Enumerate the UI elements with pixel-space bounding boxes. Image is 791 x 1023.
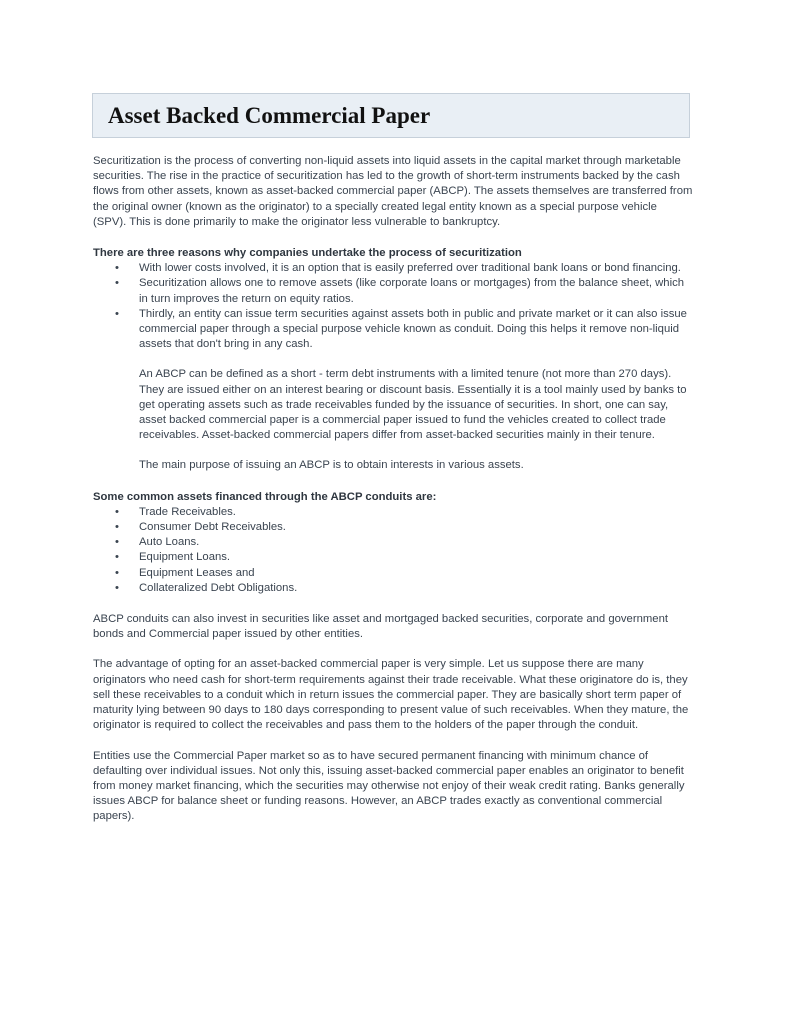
- entities-paragraph: Entities use the Commercial Paper market so as to have secured permanent financing with minimum chance of defaulting over individual issues. Not only this, issuing asset-backed commercial paper enables an originator to benefit from money market financing, which the securities may otherwise not enjoy of their weak credit rating. Banks generally issues ABCP for balance sheet or funding reasons. However, an ABCP trades exactly as conventional commercial papers).: [93, 749, 685, 823]
- bullet-icon: •: [115, 581, 119, 594]
- list-item: [93, 566, 693, 581]
- list-item-text: Equipment Loans.: [139, 551, 231, 564]
- advantage-paragraph: The advantage of opting for an asset-backed commercial paper is very simple. Let us suppose there are many originators who need cash for short-term requirements against their trade receivable. What these originatore do is, they sell these receivables to a conduit which in return issues the commercial paper. They are basically short term paper of maturity lying between 90 days to 180 days corresponding to present value of such receivables. When they mature, the originator is required to collect the receivables and pass them to the holders of the paper through the conduit.: [93, 658, 689, 732]
- assets-list: [93, 505, 693, 596]
- list-item-text: Securitization allows one to remove assets (like corporate loans or mortgages) from the balance sheet, which in turn improves the return on equity ratios.: [139, 277, 685, 305]
- list-item: [93, 520, 693, 535]
- list-item-text: With lower costs involved, it is an option that is easily preferred over traditional bank loans or bond financing.: [139, 262, 681, 275]
- list-item: [93, 581, 693, 596]
- bullet-icon: •: [115, 536, 119, 549]
- list-item-text: Equipment Leases and: [139, 566, 255, 579]
- list-item-text: Collateralized Debt Obligations.: [139, 581, 298, 594]
- page-title: Asset Backed Commercial Paper: [108, 103, 431, 128]
- abcp-purpose-paragraph: The main purpose of issuing an ABCP is to obtain interests in various assets.: [139, 459, 524, 472]
- reasons-list: [93, 261, 693, 352]
- document-body: [93, 154, 693, 825]
- bullet-icon: •: [115, 505, 119, 518]
- list-item: [93, 276, 693, 306]
- list-item-text: Trade Receivables.: [139, 505, 236, 518]
- list-item: [93, 505, 693, 520]
- bullet-icon: •: [115, 277, 119, 290]
- bullet-icon: •: [115, 262, 119, 275]
- list-item: [93, 550, 693, 565]
- list-item-text: Consumer Debt Receivables.: [139, 521, 286, 534]
- abcp-definition-paragraph: An ABCP can be defined as a short - term debt instruments with a limited tenure (not more than 270 days). They are issued either on an interest bearing or discount basis. Essentially it is a tool mainly used by banks to get operating assets such as trade receivables funded by the issuance of securities. In short, one can say, asset backed commercial paper is a commercial paper issued to fund the vehicles created to collect trade receivables. Asset-backed commercial papers differ from asset-backed securities mainly in their tenure.: [139, 368, 687, 442]
- bullet-icon: •: [115, 521, 119, 534]
- bullet-icon: •: [115, 551, 119, 564]
- list-item-text: Thirdly, an entity can issue term securities against assets both in public and private market or it can also issue commercial paper through a special purpose vehicle known as conduit. Doing this helps it remove non-liquid assets that don't bring in any cash.: [139, 307, 687, 351]
- list-item: [93, 307, 693, 353]
- list-item-text: Auto Loans.: [139, 536, 200, 549]
- list-item: [93, 261, 693, 276]
- title-banner: [92, 93, 690, 138]
- conduits-paragraph: ABCP conduits can also invest in securities like asset and mortgaged backed securities, corporate and government bonds and Commercial paper issued by other entities.: [93, 613, 668, 641]
- assets-heading: Some common assets financed through the ABCP conduits are:: [93, 490, 437, 503]
- bullet-icon: •: [115, 566, 119, 579]
- bullet-icon: •: [115, 307, 119, 320]
- list-item: [93, 535, 693, 550]
- intro-paragraph: Securitization is the process of converting non-liquid assets into liquid assets in the capital market through marketable securities. The rise in the practice of securitization has led to the growth of short-term instruments backed by the cash flows from other assets, known as asset-backed commercial paper (ABCP). The assets themselves are transferred from the original owner (known as the originator) to a specially created legal entity known as a special purpose vehicle (SPV). This is done primarily to make the originator less vulnerable to bankruptcy.: [93, 155, 693, 228]
- reasons-heading: There are three reasons why companies undertake the process of securitization: [93, 247, 522, 260]
